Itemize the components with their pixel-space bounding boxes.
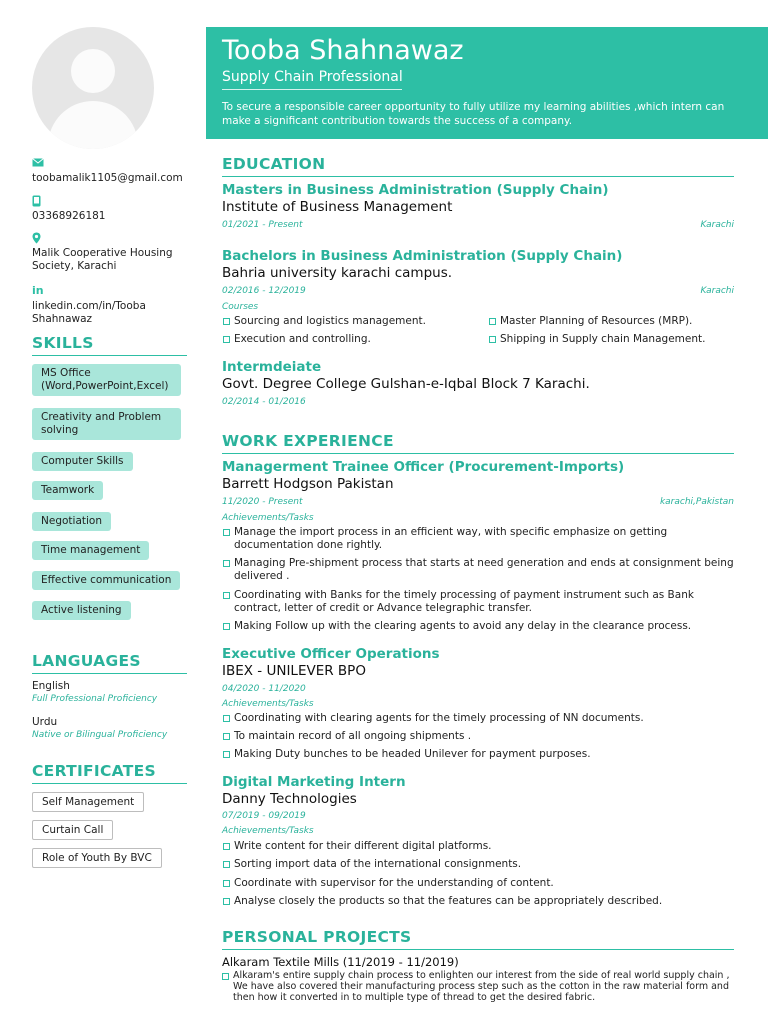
- job-title: Digital Marketing Intern: [222, 774, 406, 790]
- education-location: Karachi: [700, 220, 734, 230]
- skills-heading: SKILLS: [32, 334, 187, 356]
- certificate-item: Self Management: [32, 792, 144, 812]
- contact-address: [32, 232, 182, 273]
- certificate-item: Curtain Call: [32, 820, 113, 840]
- skill-chip: Effective communication: [32, 571, 180, 590]
- linkedin-text[interactable]: linkedin.com/in/Tooba Shahnawaz: [32, 300, 146, 325]
- education-date: 02/2016 - 12/2019: [222, 286, 306, 296]
- task-item: Sorting import data of the international consignments.: [222, 858, 734, 871]
- job-date: 04/2020 - 11/2020: [222, 684, 306, 694]
- job-date: 07/2019 - 09/2019: [222, 811, 306, 821]
- address-text: Malik Cooperative Housing Society, Karachi: [32, 247, 173, 272]
- education-heading: EDUCATION: [222, 155, 734, 177]
- skill-chip: Time management: [32, 541, 149, 560]
- job-company: Danny Technologies: [222, 791, 357, 807]
- skill-chip: Creativity and Problem solving: [32, 408, 181, 440]
- tasks-label: Achievements/Tasks: [222, 826, 314, 836]
- job-title: Executive Officer Operations: [222, 646, 440, 662]
- contact-phone: [32, 195, 192, 223]
- task-item: Analyse closely the products so that the features can be appropriately described.: [222, 895, 734, 908]
- avatar-body-shape: [48, 101, 138, 149]
- contact-email: [32, 158, 192, 185]
- languages-section: [32, 652, 187, 674]
- task-item: Coordinate with supervisor for the understanding of content.: [222, 877, 734, 890]
- course-item: Execution and controlling.: [222, 333, 482, 346]
- linkedin-icon: in: [32, 284, 44, 297]
- skill-chip: Active listening: [32, 601, 131, 620]
- profile-header: [206, 27, 768, 139]
- education-title: Bachelors in Business Administration (Supply Chain): [222, 248, 623, 264]
- role-underline: [222, 89, 402, 90]
- job-location: karachi,Pakistan: [659, 497, 734, 507]
- language-level: Native or Bilingual Proficiency: [32, 730, 168, 740]
- career-summary: To secure a responsible career opportunity to fully utilize my learning abilities ,which intern can make a significant contribution towards the success of a company.: [222, 101, 725, 127]
- task-item: Making Duty bunches to be headed Unilever for payment purposes.: [222, 748, 734, 761]
- skill-chip: MS Office (Word,PowerPoint,Excel): [32, 364, 181, 396]
- task-item: Manage the import process in an efficient way, with specific emphasize on getting documentation done rightly.: [222, 526, 734, 552]
- language-name: Urdu: [32, 716, 58, 728]
- candidate-name: Tooba Shahnawaz: [222, 35, 464, 66]
- work-experience-heading: WORK EXPERIENCE: [222, 432, 734, 454]
- job-date: 11/2020 - Present: [222, 497, 303, 507]
- courses-label: Courses: [222, 302, 259, 312]
- contact-linkedin: [32, 284, 172, 326]
- tasks-label: Achievements/Tasks: [222, 699, 314, 709]
- task-item: Write content for their different digital platforms.: [222, 840, 734, 853]
- job-company: IBEX - UNILEVER BPO: [222, 663, 366, 679]
- course-item: Shipping in Supply chain Management.: [488, 333, 734, 346]
- language-name: English: [32, 680, 70, 692]
- education-institution: Bahria university karachi campus.: [222, 265, 453, 281]
- languages-heading: LANGUAGES: [32, 652, 187, 674]
- certificates-section: [32, 762, 187, 784]
- skills-section: [32, 334, 187, 356]
- education-section: [222, 155, 734, 177]
- education-date: 02/2014 - 01/2016: [222, 397, 306, 407]
- candidate-role: Supply Chain Professional: [222, 69, 403, 85]
- task-item: To maintain record of all ongoing shipments .: [222, 730, 734, 743]
- work-experience-section: [222, 432, 734, 454]
- location-pin-icon: [32, 232, 41, 244]
- education-date: 01/2021 - Present: [222, 220, 303, 230]
- task-item: Coordinating with Banks for the timely processing of payment instrument such as Bank contract, letter of credit or Advance telegraphic transfer.: [222, 589, 734, 615]
- education-title: Masters in Business Administration (Supply Chain): [222, 182, 609, 198]
- education-institution: Govt. Degree College Gulshan-e-Iqbal Block 7 Karachi.: [222, 376, 590, 392]
- personal-projects-section: [222, 928, 734, 950]
- phone-text[interactable]: 03368926181: [32, 210, 106, 222]
- education-title: Intermdeiate: [222, 359, 322, 375]
- course-item: Master Planning of Resources (MRP).: [488, 315, 734, 328]
- email-text[interactable]: toobamalik1105@gmail.com: [32, 172, 183, 184]
- avatar-head-shape: [71, 49, 115, 93]
- certificate-item: Role of Youth By BVC: [32, 848, 162, 868]
- task-item: Managing Pre-shipment process that starts at need generation and ends at consignment being delivered .: [222, 557, 734, 583]
- skill-chip: Negotiation: [32, 512, 111, 531]
- email-icon: [32, 158, 44, 167]
- course-item: Sourcing and logistics management.: [222, 315, 482, 328]
- profile-photo-placeholder: [32, 27, 154, 149]
- certificates-heading: CERTIFICATES: [32, 762, 187, 784]
- job-company: Barrett Hodgson Pakistan: [222, 476, 394, 492]
- job-title: Managerment Trainee Officer (Procurement-Imports): [222, 459, 625, 475]
- language-level: Full Professional Proficiency: [32, 694, 158, 704]
- task-item: Making Follow up with the clearing agents to avoid any delay in the clearance process.: [222, 620, 734, 633]
- project-title: Alkaram Textile Mills (11/2019 - 11/2019): [222, 955, 459, 969]
- personal-projects-heading: PERSONAL PROJECTS: [222, 928, 734, 950]
- task-item: Coordinating with clearing agents for the timely processing of NN documents.: [222, 712, 734, 725]
- education-location: Karachi: [700, 286, 734, 296]
- education-institution: Institute of Business Management: [222, 199, 453, 215]
- phone-icon: [32, 195, 41, 207]
- skill-chip: Teamwork: [32, 481, 103, 500]
- skill-chip: Computer Skills: [32, 452, 133, 471]
- project-description: Alkaram's entire supply chain process to enlighten our interest from the side of real world supply chain , We have also covered their manufacturing process step such as the cotton in the raw material form and then how it converted in to multiple type of thread to get the desired fabric.: [233, 970, 733, 1003]
- tasks-label: Achievements/Tasks: [222, 513, 314, 523]
